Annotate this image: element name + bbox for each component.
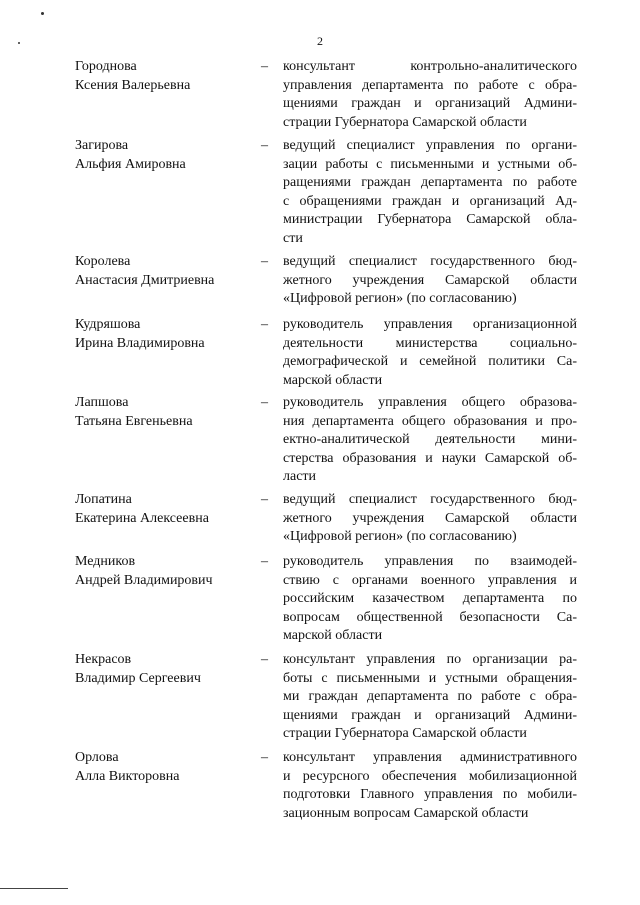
surname: Орлова: [75, 750, 119, 765]
position-description: [283, 394, 577, 487]
description-line: жетного учреждения Самарской области: [283, 510, 577, 526]
dash-separator: –: [261, 317, 268, 332]
description-line: и ресурсного обеспечения мобилизационной: [283, 768, 577, 784]
description-line: консультант управления по организации ра-: [283, 652, 577, 667]
position-description: [283, 553, 577, 646]
position-description: [283, 316, 577, 390]
description-line: стерства образования и науки Самарской об-: [283, 450, 577, 466]
position-description: [283, 651, 577, 744]
person-name: [75, 491, 255, 528]
given-names: Альфия Амировна: [75, 156, 186, 172]
position-description: [283, 749, 577, 823]
description-line: демографической и семейной политики Са-: [283, 354, 577, 369]
dash-separator: –: [261, 254, 268, 269]
given-names: Владимир Сергеевич: [75, 670, 201, 686]
surname: Королева: [75, 254, 131, 269]
footer-rule: [0, 888, 68, 889]
description-line: российским казачеством департамента по: [283, 591, 577, 606]
given-names: Екатерина Алексеевна: [75, 510, 209, 526]
description-line: руководитель управления общего образова-: [283, 395, 577, 410]
given-names: Ирина Владимировна: [75, 335, 205, 351]
surname: Загирова: [75, 138, 129, 153]
description-line: сти: [283, 230, 303, 246]
description-line: ведущий специалист управления по органи-: [283, 138, 577, 153]
person-name: [75, 651, 255, 688]
description-line: «Цифровой регион» (по согласованию): [283, 291, 517, 306]
given-names: Анастасия Дмитриевна: [75, 272, 215, 288]
description-line: «Цифровой регион» (по согласованию): [283, 529, 517, 544]
description-line: деятельности министерства социально-: [283, 335, 577, 351]
dash-separator: –: [261, 554, 268, 569]
description-line: ния департамента общего образования и про-: [283, 413, 577, 429]
description-line: жетного учреждения Самарской области: [283, 272, 577, 288]
person-name: [75, 553, 255, 590]
surname: Некрасов: [75, 652, 132, 667]
description-line: марской области: [283, 628, 383, 643]
description-line: ращениями граждан департамента по работе: [283, 175, 577, 190]
person-name: [75, 394, 255, 431]
surname: Кудряшова: [75, 317, 141, 332]
given-names: Андрей Владимирович: [75, 572, 213, 588]
description-line: ектно-аналитической деятельности мини-: [283, 432, 577, 447]
description-line: ми граждан департамента по работе с обра-: [283, 689, 577, 704]
given-names: Ксения Валерьевна: [75, 77, 191, 93]
surname: Лопатина: [75, 492, 132, 507]
description-line: с обращениями граждан и организаций Ад-: [283, 193, 577, 209]
dash-separator: –: [261, 652, 268, 667]
page-number: 2: [317, 34, 323, 48]
description-line: руководитель управления по взаимодей-: [283, 554, 577, 569]
surname: Медников: [75, 554, 136, 569]
scan-speck: [18, 42, 20, 44]
description-line: ведущий специалист государственного бюд-: [283, 492, 577, 507]
position-description: [283, 491, 577, 547]
surname: Городнова: [75, 59, 137, 74]
person-name: [75, 253, 255, 290]
dash-separator: –: [261, 59, 268, 74]
description-line: щениями граждан и организаций Админи-: [283, 96, 577, 111]
person-name: [75, 137, 255, 174]
description-line: щениями граждан и организаций Админи-: [283, 707, 577, 723]
given-names: Татьяна Евгеньевна: [75, 413, 193, 429]
description-line: марской области: [283, 372, 383, 388]
description-line: ласти: [283, 469, 317, 484]
dash-separator: –: [261, 492, 268, 507]
description-line: управления департамента по работе с обра-: [283, 77, 577, 93]
description-line: подготовки Главного управления по мобили-: [283, 787, 577, 802]
description-line: страции Губернатора Самарской области: [283, 726, 527, 741]
description-line: зации работы с письменными и устными об-: [283, 156, 577, 172]
description-line: ствию с органами военного управления и: [283, 572, 577, 588]
surname: Лапшова: [75, 395, 129, 410]
description-line: зационным вопросам Самарской области: [283, 805, 529, 821]
description-line: вопросам общественной безопасности Са-: [283, 609, 577, 625]
description-line: боты с письменными и устными обращения-: [283, 670, 577, 686]
scan-speck: [41, 12, 44, 15]
position-description: [283, 137, 577, 248]
dash-separator: –: [261, 750, 268, 765]
dash-separator: –: [261, 395, 268, 410]
description-line: страции Губернатора Самарской области: [283, 114, 527, 130]
description-line: министрации Губернатора Самарской обла-: [283, 212, 577, 227]
description-line: консультант управления административного: [283, 750, 577, 765]
description-line: ведущий специалист государственного бюд-: [283, 254, 577, 269]
person-name: [75, 58, 255, 95]
description-line: руководитель управления организационной: [283, 317, 577, 332]
given-names: Алла Викторовна: [75, 768, 180, 784]
dash-separator: –: [261, 138, 268, 153]
person-name: [75, 316, 255, 353]
person-name: [75, 749, 255, 786]
position-description: [283, 58, 577, 132]
description-line: консультант контрольно-аналитического: [283, 59, 577, 74]
position-description: [283, 253, 577, 309]
